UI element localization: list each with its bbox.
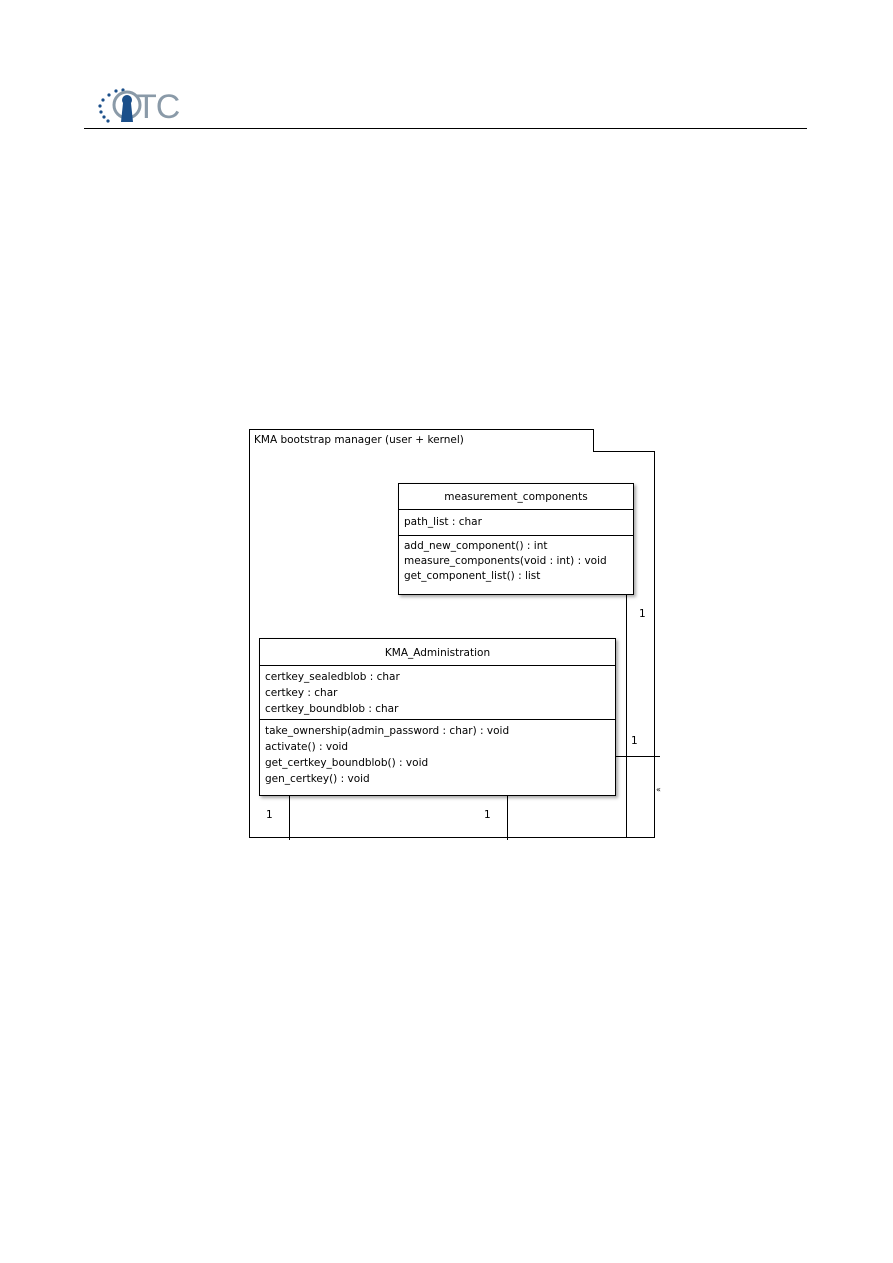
operation: gen_certkey() : void: [265, 773, 370, 785]
attribute: certkey : char: [265, 687, 338, 699]
package-name: KMA bootstrap manager (user + kernel): [254, 434, 464, 446]
class-kma-administration[interactable]: [259, 638, 616, 796]
operation: get_component_list() : list: [404, 570, 541, 582]
association-line: [507, 796, 508, 840]
attribute: path_list : char: [404, 516, 482, 528]
class-operations: [260, 719, 615, 789]
class-attributes: [260, 665, 615, 719]
association-line: [626, 595, 627, 838]
operation: take_ownership(admin_password : char) : void: [265, 725, 510, 737]
attribute: certkey_boundblob : char: [265, 703, 399, 715]
multiplicity-label: 1: [639, 608, 646, 620]
association-line: [616, 756, 660, 757]
multiplicity-label: 1: [266, 809, 273, 821]
operation: add_new_component() : int: [404, 540, 548, 552]
class-measurement-components[interactable]: [398, 483, 634, 595]
multiplicity-label: «: [656, 785, 661, 794]
class-name: measurement_components: [444, 491, 588, 503]
multiplicity-label: 1: [631, 735, 638, 747]
logo-text: TC: [136, 88, 180, 126]
operation: get_certkey_boundblob() : void: [265, 757, 429, 769]
class-operations: [399, 535, 633, 586]
operation: measure_components(void : int) : void: [404, 555, 607, 567]
operation: activate() : void: [265, 741, 349, 753]
class-name: KMA_Administration: [384, 647, 491, 659]
class-attributes: [399, 509, 633, 535]
attribute: certkey_sealedblob : char: [265, 671, 400, 683]
association-line: [289, 796, 290, 840]
multiplicity-label: 1: [484, 809, 491, 821]
